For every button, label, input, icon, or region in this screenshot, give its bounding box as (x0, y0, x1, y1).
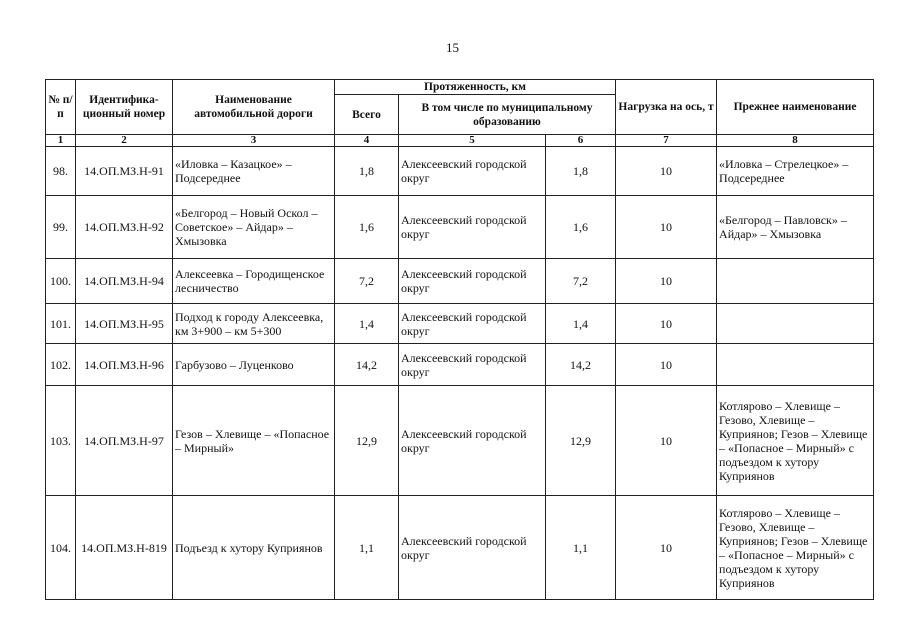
municipality: Алексеевский городской округ (399, 196, 546, 259)
col-number: 6 (546, 135, 616, 147)
road-id: 14.ОП.МЗ.Н-91 (76, 147, 173, 196)
road-id: 14.ОП.МЗ.Н-96 (76, 344, 173, 386)
road-id: 14.ОП.МЗ.Н-94 (76, 259, 173, 304)
row-number: 102. (46, 344, 76, 386)
axle-load: 10 (616, 344, 717, 386)
row-number: 101. (46, 304, 76, 344)
header-total: Всего (335, 95, 399, 135)
road-name: «Иловка – Казацкое» – Подсереднее (173, 147, 335, 196)
length-total: 1,1 (335, 496, 399, 600)
road-id: 14.ОП.МЗ.Н-97 (76, 386, 173, 496)
previous-name: Котлярово – Хлевище – Гезово, Хлевище – Куприянов; Гезов – Хлевище – «Попасное – Мирный» с подъездом к хутору Куприянов (717, 496, 874, 600)
road-name: Подход к городу Алексеевка, км 3+900 – км 5+300 (173, 304, 335, 344)
table-row (46, 259, 874, 304)
header-length-group: Протяженность, км (335, 80, 616, 95)
road-name: Гарбузово – Луценково (173, 344, 335, 386)
header-incl: В том числе по муниципальному образованию (399, 95, 616, 135)
table-row (46, 147, 874, 196)
axle-load: 10 (616, 304, 717, 344)
axle-load: 10 (616, 147, 717, 196)
row-number: 100. (46, 259, 76, 304)
header-name: Наименование автомобильной дороги (173, 80, 335, 135)
col-number: 4 (335, 135, 399, 147)
header-prev-name: Прежнее наименование (717, 80, 874, 135)
municipality: Алексеевский городской округ (399, 304, 546, 344)
length-total: 1,4 (335, 304, 399, 344)
road-name: Гезов – Хлевище – «Попасное – Мирный» (173, 386, 335, 496)
previous-name (717, 259, 874, 304)
table-row (46, 344, 874, 386)
col-number: 5 (399, 135, 546, 147)
road-id: 14.ОП.МЗ.Н-92 (76, 196, 173, 259)
column-number-row (46, 135, 874, 147)
header-num: № п/п (46, 80, 76, 135)
length-total: 1,6 (335, 196, 399, 259)
municipality: Алексеевский городской округ (399, 147, 546, 196)
length-total: 1,8 (335, 147, 399, 196)
municipality-length: 1,1 (546, 496, 616, 600)
municipality-length: 12,9 (546, 386, 616, 496)
table-row (46, 386, 874, 496)
length-total: 12,9 (335, 386, 399, 496)
municipality: Алексеевский городской округ (399, 344, 546, 386)
header-load: Нагрузка на ось, т (616, 80, 717, 135)
municipality-length: 14,2 (546, 344, 616, 386)
row-number: 99. (46, 196, 76, 259)
col-number: 1 (46, 135, 76, 147)
previous-name: «Иловка – Стрелецкое» – Подсереднее (717, 147, 874, 196)
col-number: 8 (717, 135, 874, 147)
municipality-length: 7,2 (546, 259, 616, 304)
municipality-length: 1,4 (546, 304, 616, 344)
axle-load: 10 (616, 196, 717, 259)
road-id: 14.ОП.МЗ.Н-95 (76, 304, 173, 344)
road-id: 14.ОП.МЗ.Н-819 (76, 496, 173, 600)
axle-load: 10 (616, 496, 717, 600)
row-number: 98. (46, 147, 76, 196)
previous-name: «Белгород – Павловск» – Айдар» – Хмызовка (717, 196, 874, 259)
road-name: «Белгород – Новый Оскол – Советское» – Айдар» – Хмызовка (173, 196, 335, 259)
length-total: 7,2 (335, 259, 399, 304)
previous-name (717, 344, 874, 386)
table-row (46, 496, 874, 600)
header-id: Идентифика-ционный номер (76, 80, 173, 135)
col-number: 2 (76, 135, 173, 147)
axle-load: 10 (616, 259, 717, 304)
municipality-length: 1,6 (546, 196, 616, 259)
page-number: 15 (446, 40, 459, 55)
municipality: Алексеевский городской округ (399, 496, 546, 600)
col-number: 3 (173, 135, 335, 147)
municipality: Алексеевский городской округ (399, 259, 546, 304)
table-row (46, 304, 874, 344)
municipality-length: 1,8 (546, 147, 616, 196)
col-number: 7 (616, 135, 717, 147)
municipality: Алексеевский городской округ (399, 386, 546, 496)
road-name: Алексеевка – Городищенское лесничество (173, 259, 335, 304)
road-name: Подъезд к хутору Куприянов (173, 496, 335, 600)
previous-name: Котлярово – Хлевище – Гезово, Хлевище – Куприянов; Гезов – Хлевище – «Попасное – Мирный» с подъездом к хутору Куприянов (717, 386, 874, 496)
table-row (46, 196, 874, 259)
length-total: 14,2 (335, 344, 399, 386)
roads-table (45, 79, 874, 600)
row-number: 104. (46, 496, 76, 600)
row-number: 103. (46, 386, 76, 496)
axle-load: 10 (616, 386, 717, 496)
previous-name (717, 304, 874, 344)
